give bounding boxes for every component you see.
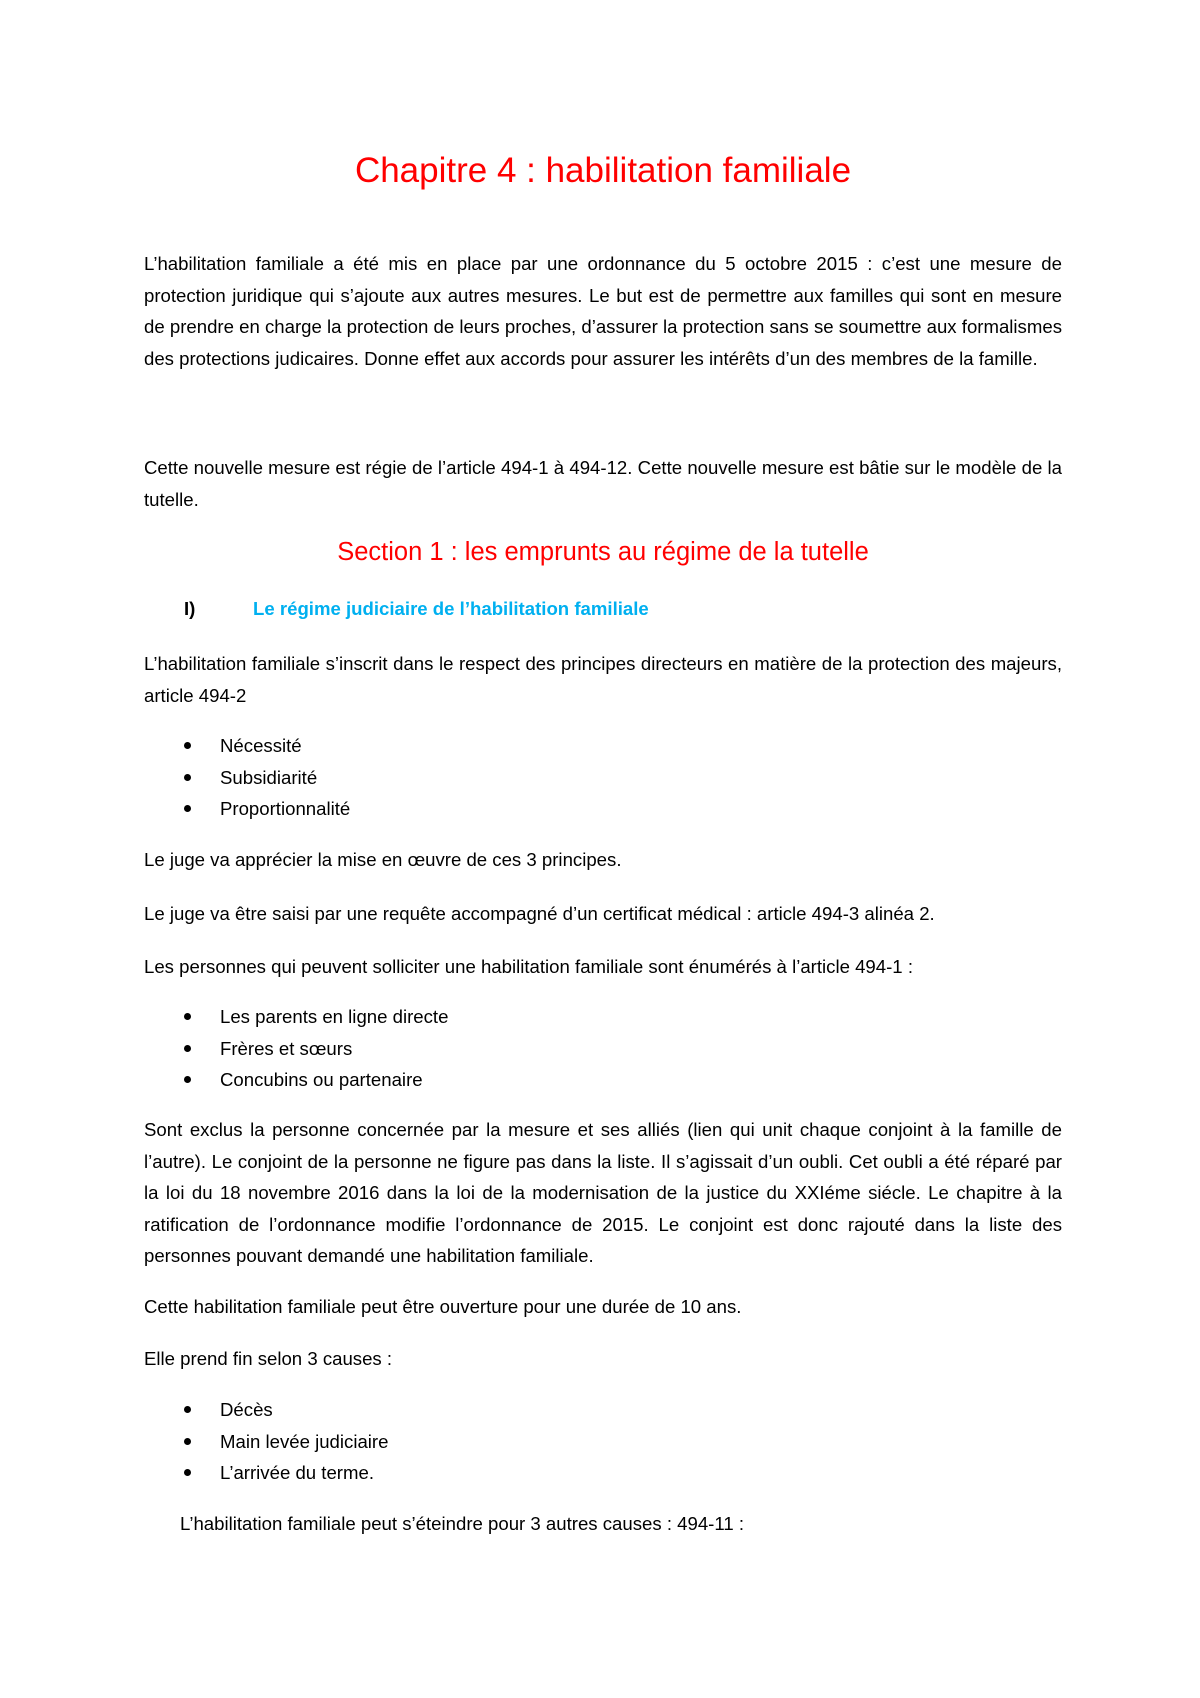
bullet-icon — [184, 805, 191, 812]
intro-paragraph: L’habilitation familiale a été mis en place par une ordonnance du 5 octobre 2015 : c’est une mesure de protection juridique qui s’ajoute aux autres mesures. Le but est de permettre aux familles qui sont en mesure de prendre en charge la protection de leurs proches, d’assurer la protection sans se soumettre aux formalismes des protections judicaires. Donne effet aux accords pour assurer les intérêts d’un des membres de la famille. — [144, 253, 1062, 369]
subsection-title: Le régime judiciaire de l’habilitation familiale — [253, 598, 649, 619]
section-title: Section 1 : les emprunts au régime de la tutelle — [337, 538, 869, 566]
list-item: Frères et sœurs — [184, 1033, 1044, 1065]
duree-paragraph: Cette habilitation familiale peut être ouverture pour une durée de 10 ans. — [144, 1296, 742, 1317]
bullet-icon — [184, 1013, 191, 1020]
juge-apprecier-paragraph: Le juge va apprécier la mise en œuvre de ces 3 principes. — [144, 849, 622, 870]
bullet-icon — [184, 1469, 191, 1476]
juge-saisi-paragraph: Le juge va être saisi par une requête accompagné d’un certificat médical : article 494-3 alinéa 2. — [144, 903, 935, 924]
subsection-heading — [184, 596, 984, 622]
principes-intro-paragraph: L’habilitation familiale s’inscrit dans le respect des principes directeurs en matière de la protection des majeurs, article 494-2 — [144, 653, 1062, 706]
bullet-icon — [184, 1406, 191, 1413]
list-item: L’arrivée du terme. — [184, 1457, 1044, 1489]
personnes-intro-paragraph: Les personnes qui peuvent solliciter une habilitation familiale sont énumérés à l’article 494-1 : — [144, 956, 913, 977]
principes-list — [184, 730, 1044, 825]
document-page — [144, 0, 1062, 1698]
list-item: Subsidiarité — [184, 762, 1044, 794]
list-item: Main levée judiciaire — [184, 1426, 1044, 1458]
list-item: Décès — [184, 1394, 1044, 1426]
list-item: Concubins ou partenaire — [184, 1064, 1044, 1096]
autres-causes-paragraph: L’habilitation familiale peut s’éteindre pour 3 autres causes : 494-11 : — [180, 1513, 745, 1534]
causes-fin-list — [184, 1394, 1044, 1489]
list-item: Nécessité — [184, 730, 1044, 762]
fin-intro-paragraph: Elle prend fin selon 3 causes : — [144, 1348, 393, 1369]
list-item: Proportionnalité — [184, 793, 1044, 825]
list-item: Les parents en ligne directe — [184, 1001, 1044, 1033]
bullet-icon — [184, 1045, 191, 1052]
chapter-title: Chapitre 4 : habilitation familiale — [354, 151, 852, 190]
bullet-icon — [184, 774, 191, 781]
bullet-icon — [184, 742, 191, 749]
exclus-paragraph: Sont exclus la personne concernée par la mesure et ses alliés (lien qui unit chaque conjoint à la famille de l’autre). Le conjoint de la personne ne figure pas dans la liste. Il s’agissait d’un oubli. Cet oubli a été réparé par la loi du 18 novembre 2016 dans la loi de la modernisation de la justice du XXIéme siécle. Le chapitre à la ratification de l’ordonnance modifie l’ordonnance de 2015. Le conjoint est donc rajouté dans la liste des personnes pouvant demandé une habilitation familiale. — [144, 1119, 1062, 1266]
personnes-list — [184, 1001, 1044, 1096]
bullet-icon — [184, 1438, 191, 1445]
subsection-number: I) — [184, 598, 196, 619]
bullet-icon — [184, 1076, 191, 1083]
regime-paragraph: Cette nouvelle mesure est régie de l’article 494-1 à 494-12. Cette nouvelle mesure est bâtie sur le modèle de la tutelle. — [144, 457, 1062, 510]
